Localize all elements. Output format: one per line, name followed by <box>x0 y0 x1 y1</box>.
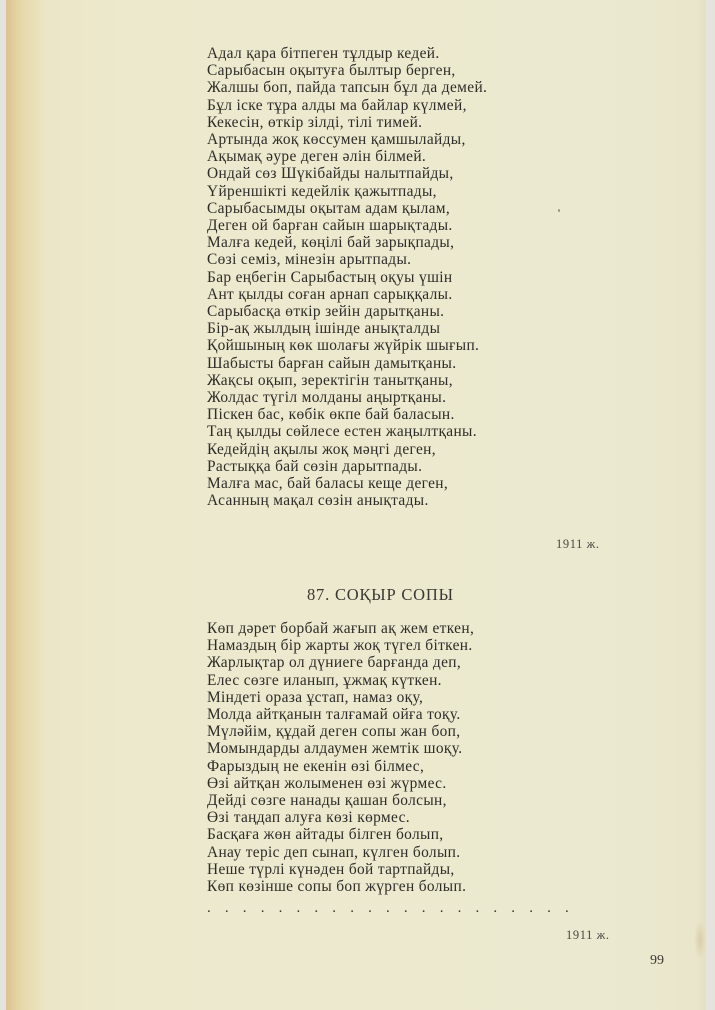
book-page <box>6 0 706 1010</box>
verse-line: Мүләйім, құдай деген сопы жан боп, <box>207 723 461 741</box>
verse-line: Растыққа бай сөзін дарытпады. <box>207 457 423 475</box>
verse-line: Өзі айтқан жолыменен өзі жүрмес. <box>207 774 447 792</box>
verse-line: Анау теріс деп сынап, күлген болып. <box>207 843 461 861</box>
verse-line: Дейді сөзге нанады қашан болсын, <box>207 792 447 810</box>
verse-line: Бұл іске тұра алды ма байлар күлмей, <box>207 96 467 114</box>
verse-line: Сарыбасымды оқытам адам қылам, <box>207 199 451 217</box>
verse-line: Бар еңбегін Сарыбастың оқуы үшін <box>207 268 453 286</box>
verse-line: Өзі таңдап алуға көзі көрмес. <box>207 809 410 827</box>
verse-line: Деген ой барған сайын шарықтады. <box>207 217 453 235</box>
verse-line: Үйреншікті кедейлік қажытпады, <box>207 182 437 200</box>
paper-stain <box>694 920 706 960</box>
verse-line: Адал қара бітпеген тұлдыр кедей. <box>207 45 440 62</box>
verse-line: Момындарды алдаумен жемтік шоқу. <box>207 740 463 758</box>
verse-line: Көп дәрет борбай жағып ақ жем еткен, <box>207 620 475 637</box>
verse-line: Сөзі семіз, мінезін арытпады. <box>207 251 412 269</box>
verse-line: Таң қылды сөйлесе естен жаңылтқаны. <box>207 423 477 441</box>
poem-date: 1911 ж. <box>556 537 600 551</box>
verse-line: Піскен бас, көбік өкпе бай баласын. <box>207 406 455 424</box>
verse-line: Міндеті ораза ұстап, намаз оқу, <box>207 688 424 706</box>
poem-date: 1911 ж. <box>566 928 610 942</box>
verse-line: Көп көзінше сопы боп жүрген болып. <box>207 878 467 896</box>
poem-title: 87. СОҚЫР СОПЫ <box>307 585 454 604</box>
page-number: 99 <box>650 953 664 968</box>
verse-line: Елес сөзге иланып, ұжмақ күткен. <box>207 671 442 689</box>
verse-line: Жақсы оқып, зеректігін танытқаны, <box>207 371 453 389</box>
verse-line: Малға мас, бай баласы кеще деген, <box>207 475 449 493</box>
verse-line: Ант қылды соған арнап сарыққалы. <box>207 285 453 303</box>
verse-line: Кедейдің ақылы жоқ мәңгі деген, <box>207 440 436 458</box>
verse-line: Асанның мақал сөзін анықтады. <box>207 492 429 510</box>
verse-line: Сарыбасын оқытуға былтыр берген, <box>207 62 456 80</box>
verse-line: Фарыздың не екенін өзі білмес, <box>207 757 425 775</box>
paper-speck <box>558 209 560 212</box>
verse-line: Бір-ақ жылдың ішінде анықталды <box>207 320 441 338</box>
verse-line: Жарлықтар ол дүниеге барғанда деп, <box>207 654 462 672</box>
verse-line: Неше түрлі күнәден бой тартпайды, <box>207 860 455 878</box>
verse-line: Шабысты барған сайын дамытқаны. <box>207 354 457 372</box>
verse-line: Малға кедей, көңілі бай зарықпады, <box>207 234 455 252</box>
verse-line: Сарыбасқа өткір зейін дарытқаны. <box>207 303 445 321</box>
poem-87-verses <box>207 620 474 895</box>
verse-line: Басқаға жөн айтады білген болып, <box>207 826 444 844</box>
verse-line: Кекесін, өткір зілді, тілі тимей. <box>207 113 423 131</box>
verse-line: Қойшының көк шолағы жүйрік шығып. <box>207 337 480 355</box>
verse-line: Ондай сөз Шүкібайды налытпайды, <box>207 165 454 183</box>
omission-dots: . . . . . . . . . . . . . . . . . . . . . <box>207 900 574 916</box>
verse-line: Намаздың бір жарты жоқ түгел біткен. <box>207 637 473 655</box>
verse-line: Ақымақ әуре деген әлін білмей. <box>207 148 427 166</box>
verse-line: Жалшы боп, пайда тапсын бұл да демей. <box>207 79 488 97</box>
poem-previous-verses <box>207 45 487 509</box>
verse-line: Молда айтқанын талғамай ойға тоқу. <box>207 706 461 724</box>
verse-line: Жолдас түгіл молданы аңыртқаны. <box>207 389 447 407</box>
verse-line: Артында жоқ көссумен қамшылайды, <box>207 131 466 149</box>
